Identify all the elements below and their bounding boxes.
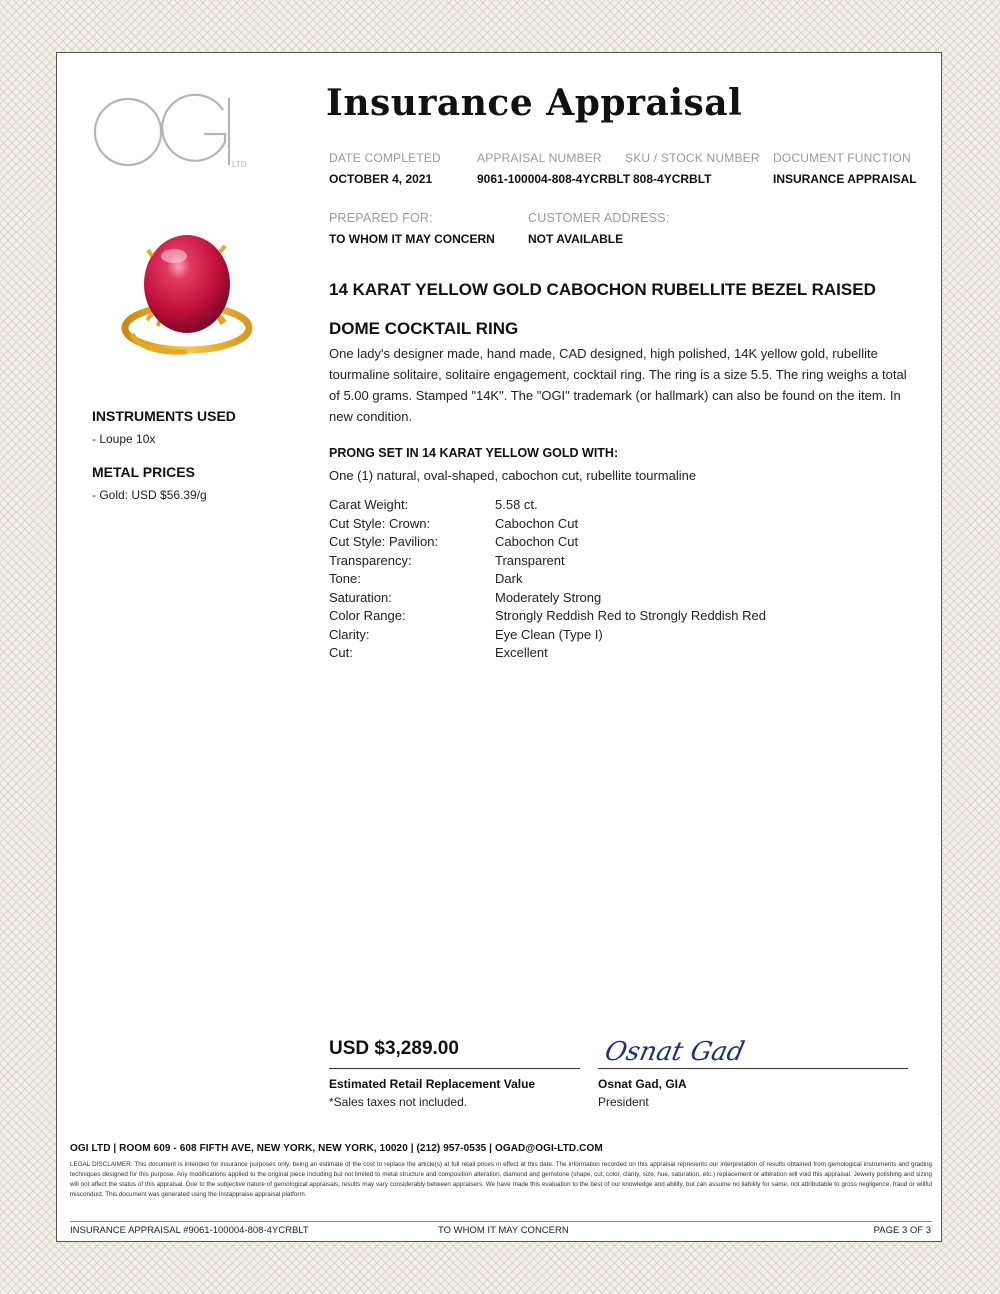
legal-disclaimer: LEGAL DISCLAIMER: This document is intended for insurance purposes only, being an estimate of the cost to replace the article(s) at full retail prices in effect at this date. The information recorded on this appraisal represents our interpretation of results obtained from gemological instruments and grading techniques designed for this purpose. Any modifications applied to the original piece including but not limited to metal structure and composition alteration, diamond and gemstone (shape, cut, color, clarity, size, hue, saturation, etc.) replacement or alteration will void this appraisal. Jewelry polishing and sizing will not affect the status of this appraisal. Due to the subjective nature of gemological appraisals, results may vary considerably between appraisers. We have made this evaluation to the best of our knowledge and ability, but can assume no liability for same, not attributable to gross negligence, fraud or willful misconduct. This document was generated using the Instappraise appraisal platform.	[70, 1161, 932, 1198]
spec-key: Transparency:	[329, 552, 412, 568]
meta-function-value: INSURANCE APPRAISAL	[773, 172, 917, 186]
meta-date-label: DATE COMPLETED	[329, 151, 441, 165]
spec-key: Color Range:	[329, 608, 406, 623]
spec-value: Excellent	[495, 645, 548, 660]
ring-photo	[112, 216, 262, 366]
spec-key: Carat Weight:	[329, 497, 409, 512]
spec-row	[329, 570, 766, 589]
meta-function-label: DOCUMENT FUNCTION	[773, 151, 911, 165]
item-description: One lady's designer made, hand made, CAD designed, high polished, 14K yellow gold, rubellite tourmaline solitaire, solitaire engagement, cocktail ring. The ring is a size 5.5. The ring weighs a total of 5.00 grams. Stamped "14K". The "OGI" trademark (or hallmark) can also be found on the item. In new condition.	[329, 346, 907, 424]
meta-sku-value: 808-4YCRBLT	[633, 172, 712, 186]
signature-script: Osnat Gad	[602, 1037, 747, 1067]
spec-value: Moderately Strong	[495, 589, 602, 605]
meta-date	[329, 151, 441, 186]
spec-key: Cut Style: Crown:	[329, 515, 431, 531]
item-title-line1: 14 KARAT YELLOW GOLD CABOCHON RUBELLITE BEZEL RAISED	[329, 280, 876, 299]
meta-appraisal-label: APPRAISAL NUMBER	[477, 151, 602, 165]
footer-page-number: PAGE 3 OF 3	[873, 1225, 931, 1236]
meta-date-value: OCTOBER 4, 2021	[329, 172, 433, 186]
footer-appraisal-ref: INSURANCE APPRAISAL #9061-100004-808-4YCRBLT	[70, 1225, 309, 1236]
spec-value: Cabochon Cut	[495, 534, 579, 549]
prong-text: One (1) natural, oval-shaped, cabochon cut, rubellite tourmaline	[329, 468, 697, 483]
spec-key: Tone:	[329, 571, 361, 586]
ogi-logo	[92, 92, 252, 174]
meta-function	[773, 151, 917, 186]
signature-rule	[598, 1068, 908, 1069]
metal-prices-heading: METAL PRICES	[92, 464, 195, 480]
instruments-heading: INSTRUMENTS USED	[92, 408, 236, 424]
spec-value: Dark	[495, 571, 523, 586]
valuation-caption-title: Estimated Retail Replacement Value	[329, 1077, 536, 1091]
prepared-for-label: PREPARED FOR:	[329, 211, 433, 225]
spec-key: Cut Style: Pavilion:	[329, 534, 439, 549]
signatory	[598, 1077, 687, 1109]
spec-row	[329, 589, 766, 608]
customer-address-value: NOT AVAILABLE	[528, 232, 624, 246]
meta-appraisal-number	[477, 151, 630, 186]
prepared-for-value: TO WHOM IT MAY CONCERN	[329, 232, 495, 246]
prepared-for	[329, 211, 495, 246]
price-rule	[329, 1068, 580, 1069]
meta-appraisal-value: 9061-100004-808-4YCRBLT	[477, 172, 631, 186]
spec-value: Strongly Reddish Red to Strongly Reddish Red	[495, 608, 766, 623]
metal-prices-item: - Gold: USD $56.39/g	[92, 488, 207, 502]
document-title: Insurance Appraisal	[326, 82, 743, 124]
spec-row	[329, 533, 766, 552]
footer-recipient: TO WHOM IT MAY CONCERN	[438, 1225, 569, 1236]
footer-rule	[70, 1221, 932, 1222]
item-title-line2: DOME COCKTAIL RING	[329, 319, 519, 338]
spec-value: Eye Clean (Type I)	[495, 626, 603, 642]
spec-row	[329, 644, 766, 663]
spec-row	[329, 626, 766, 645]
company-address: OGI LTD | ROOM 609 - 608 FIFTH AVE, NEW YORK, NEW YORK, 10020 | (212) 957-0535 | OGAD@OGI-LTD.COM	[70, 1143, 603, 1154]
valuation-note: *Sales taxes not included.	[329, 1095, 468, 1109]
signatory-role: President	[598, 1095, 649, 1109]
instruments-section	[92, 408, 236, 446]
spec-row	[329, 515, 766, 534]
metal-prices-section	[92, 464, 207, 502]
spec-value: Cabochon Cut	[495, 515, 579, 531]
spec-row	[329, 607, 766, 626]
spec-key: Cut:	[329, 645, 353, 660]
prong-heading: PRONG SET IN 14 KARAT YELLOW GOLD WITH:	[329, 446, 619, 460]
spec-value: Transparent	[495, 552, 565, 568]
customer-address-label: CUSTOMER ADDRESS:	[528, 211, 670, 225]
signature-image	[602, 1030, 747, 1070]
spec-row	[329, 552, 766, 571]
spec-row	[329, 496, 766, 515]
signatory-name: Osnat Gad, GIA	[598, 1077, 687, 1091]
spec-value: 5.58 ct.	[495, 497, 538, 512]
spec-key: Clarity:	[329, 626, 370, 642]
meta-sku	[625, 151, 760, 186]
instruments-item: - Loupe 10x	[92, 432, 156, 446]
spec-table	[329, 496, 766, 663]
meta-sku-label: SKU / STOCK NUMBER	[625, 151, 760, 165]
logo-sub: LTD	[232, 160, 247, 169]
spec-key: Saturation:	[329, 589, 392, 605]
valuation-caption	[329, 1077, 535, 1109]
item-title	[329, 270, 889, 348]
customer-address	[528, 211, 669, 246]
replacement-price: USD $3,289.00	[329, 1038, 459, 1059]
